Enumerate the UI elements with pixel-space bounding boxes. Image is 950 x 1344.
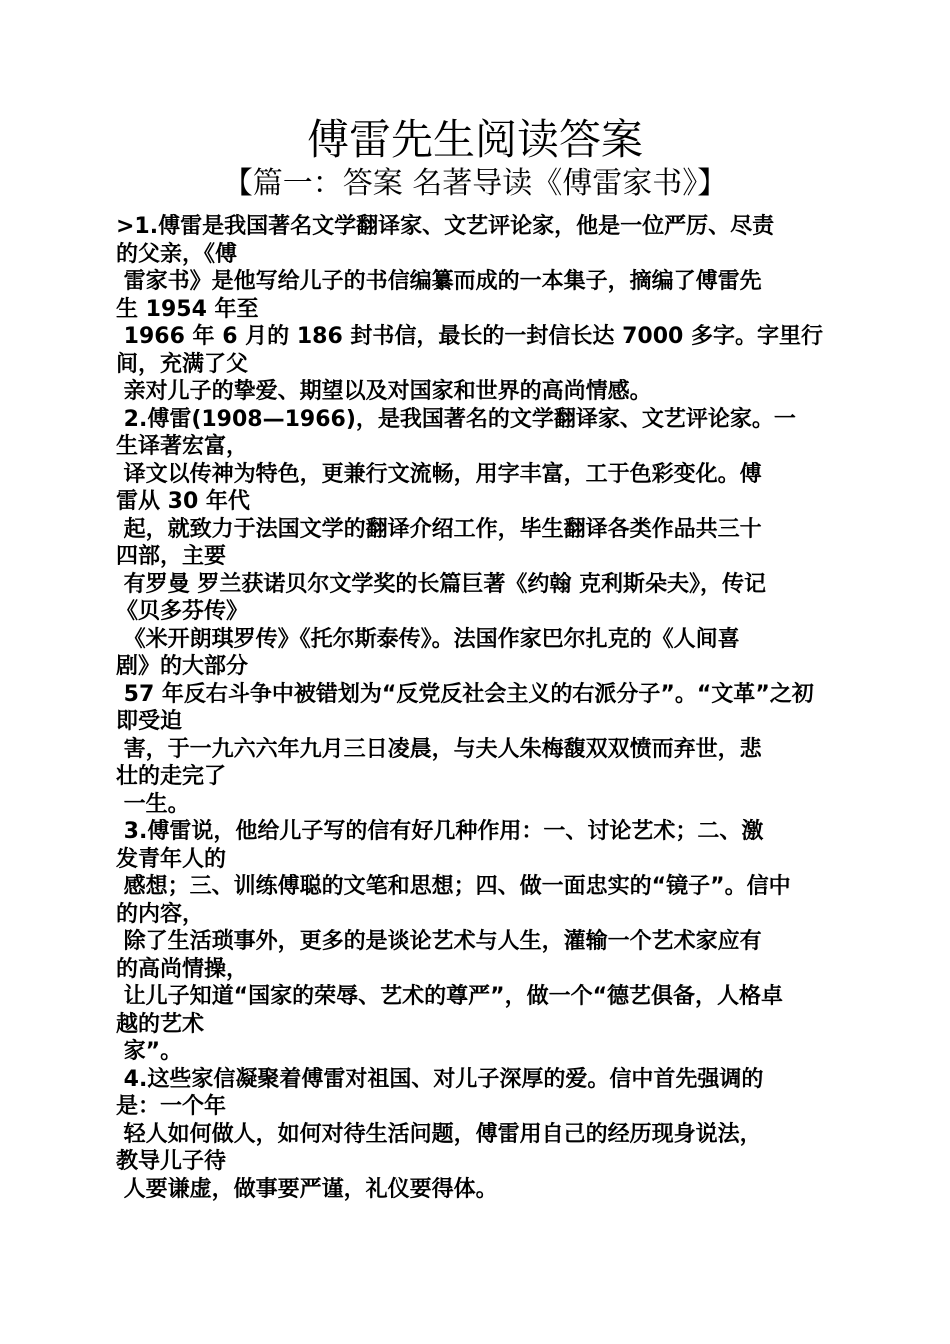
document-body — [116, 213, 846, 1203]
body-text-line: 4.这些家信凝聚着傅雷对祖国、对儿子深厚的爱。信中首先强调的 — [116, 1066, 764, 1092]
body-text-line: 壮的走完了 — [116, 764, 227, 789]
body-text-line: 的内容， — [116, 901, 205, 927]
body-text-line: 间，充满了父 — [116, 351, 249, 377]
body-text-line: 亲对儿子的挚爱、期望以及对国家和世界的高尚情感。 — [116, 379, 652, 404]
body-text-line: 轻人如何做人，如何对待生活问题，傅雷用自己的经历现身说法， — [116, 1121, 762, 1147]
body-text-line: 越的艺术 — [116, 1011, 205, 1037]
document-title: 傅雷先生阅读答案 — [306, 115, 643, 164]
body-text-line: 雷家书》是他写给儿子的书信编纂而成的一本集子，摘编了傅雷先 — [116, 269, 762, 294]
body-text-line: 有罗曼 罗兰获诺贝尔文学奖的长篇巨著《约翰 克利斯朵夫》，传记 — [116, 571, 766, 597]
body-text-line: 生译著宏富， — [116, 434, 249, 459]
body-text-line: 2.傅雷(1908—1966)，是我国著名的文学翻译家、文艺评论家。一 — [116, 406, 796, 432]
body-text-line: 除了生活琐事外，更多的是谈论艺术与人生，灌输一个艺术家应有 — [116, 929, 762, 954]
body-text-line: 剧》的大部分 — [116, 654, 249, 679]
body-text-line: 感想；三、训练傅聪的文笔和思想；四、做一面忠实的“镜子”。信中 — [116, 874, 791, 899]
body-text-line: 即受迫 — [116, 709, 183, 734]
document-subtitle: 【篇一：答案 名著导读《傅雷家书》】 — [222, 166, 728, 201]
body-text-line: 译文以传神为特色，更兼行文流畅，用字丰富，工于色彩变化。傅 — [116, 461, 762, 487]
body-text-line: 3.傅雷说，他给儿子写的信有好几种作用：一、讨论艺术；二、激 — [116, 819, 764, 844]
body-text-line: 让儿子知道“国家的荣辱、艺术的尊严”，做一个“德艺俱备，人格卓 — [116, 984, 784, 1009]
body-text-line: 家”。 — [116, 1039, 183, 1064]
body-text-line: 1966 年 6 月的 186 封书信，最长的一封信长达 7000 多字。字里行 — [116, 324, 823, 349]
body-text-line: 一生。 — [116, 791, 190, 817]
body-text-line: 人要谦虚，做事要严谨，礼仪要得体。 — [116, 1176, 498, 1202]
body-text-line: 57 年反右斗争中被错划为“反党反社会主义的右派分子”。“文革”之初 — [116, 681, 814, 707]
body-text-line: 的高尚情操， — [116, 956, 249, 982]
body-text-line: 发青年人的 — [116, 846, 227, 872]
body-text-line: 的父亲，《傅 — [116, 241, 238, 267]
body-text-line: 《贝多芬传》 — [116, 599, 249, 624]
body-text-line: 《米开朗琪罗传》《托尔斯泰传》。法国作家巴尔扎克的《人间喜 — [116, 626, 740, 652]
body-text-line: 教导儿子待 — [116, 1149, 227, 1174]
body-text-line: 生 1954 年至 — [116, 296, 259, 322]
body-text-line: 是：一个年 — [116, 1094, 227, 1119]
body-text-line: 四部，主要 — [116, 544, 227, 569]
body-text-line: 起，就致力于法国文学的翻译介绍工作，毕生翻译各类作品共三十 — [116, 516, 762, 542]
body-text-line: 害，于一九六六年九月三日凌晨，与夫人朱梅馥双双愤而弃世，悲 — [116, 736, 762, 762]
body-text-line: >1.傅雷是我国著名文学翻译家、文艺评论家，他是一位严厉、尽责 — [116, 214, 775, 239]
body-text-line: 雷从 30 年代 — [116, 489, 250, 514]
